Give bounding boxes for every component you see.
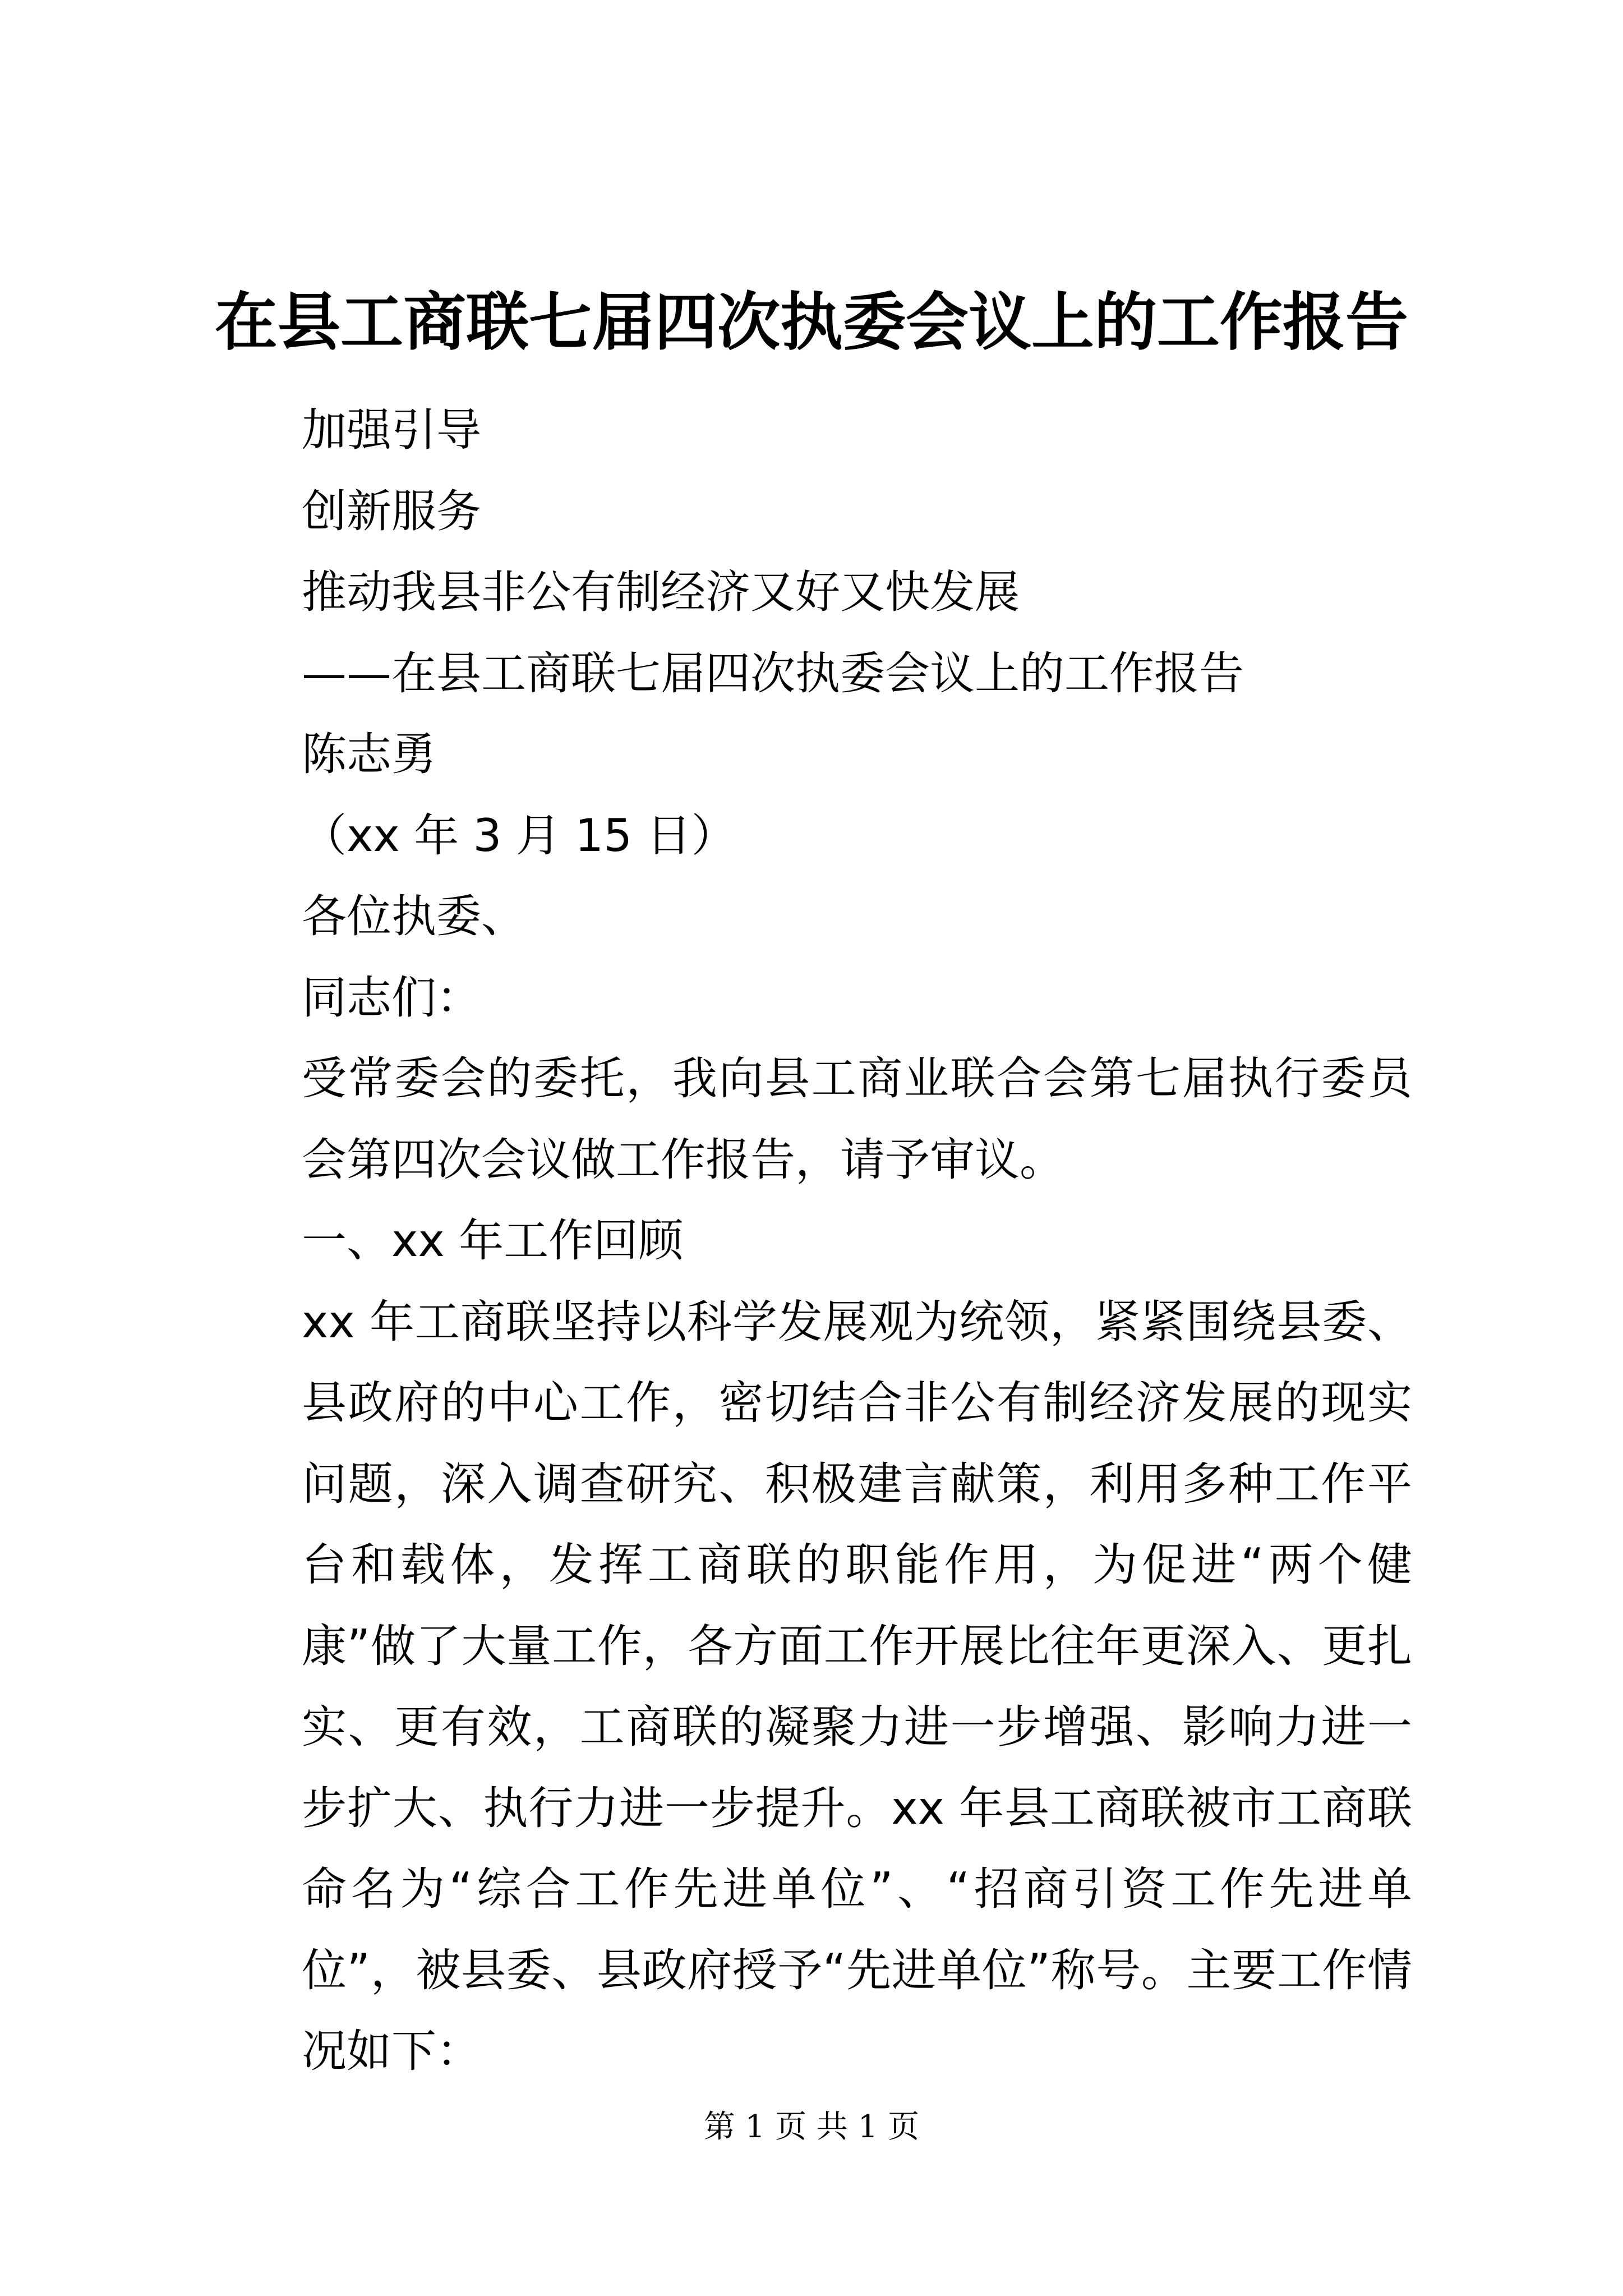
document-title: 在县工商联七届四次执委会议上的工作报告	[215, 286, 1408, 359]
section-heading: 一、xx 年工作回顾	[302, 1214, 684, 1267]
subtitle-line-1: 加强引导	[302, 404, 481, 456]
salutation-line-1: 各位执委、	[302, 890, 526, 942]
page-footer: 第 1 页 共 1 页	[703, 2109, 920, 2145]
salutation-line-2: 同志们：	[302, 971, 481, 1024]
review-paragraph: xx 年工商联坚持以科学发展观为统领，紧紧围绕县委、县政府的中心工作，密切结合非公有制经济发展的现实问题，深入调查研究、积极建言献策，利用多种工作平台和载体，发挥工商联的职能作用，为促进“两个健康”做了大量工作，各方面工作开展比往年更深入、更扎实、更有效，工商联的凝聚力进一步增强、影响力进一步扩大、执行力进一步提升。xx 年县工商联被市工商联命名为“综合工作先进单位”、“招商引资工作先进单位”，被县委、县政府授予“先进单位”称号。主要工作情况如下：	[302, 1295, 1412, 2077]
subtitle-line-2: 创新服务	[302, 485, 481, 537]
report-date: （xx 年 3 月 15 日）	[302, 809, 736, 862]
intro-paragraph: 受常委会的委托，我向县工商业联合会第七届执行委员会第四次会议做工作报告，请予审议。	[302, 1052, 1412, 1186]
subtitle-line-3: 推动我县非公有制经济又好又快发展	[302, 566, 1020, 618]
document-body	[302, 390, 1412, 2092]
report-subtitle: ——在县工商联七届四次执委会议上的工作报告	[302, 647, 1244, 700]
author-name: 陈志勇	[302, 728, 436, 780]
